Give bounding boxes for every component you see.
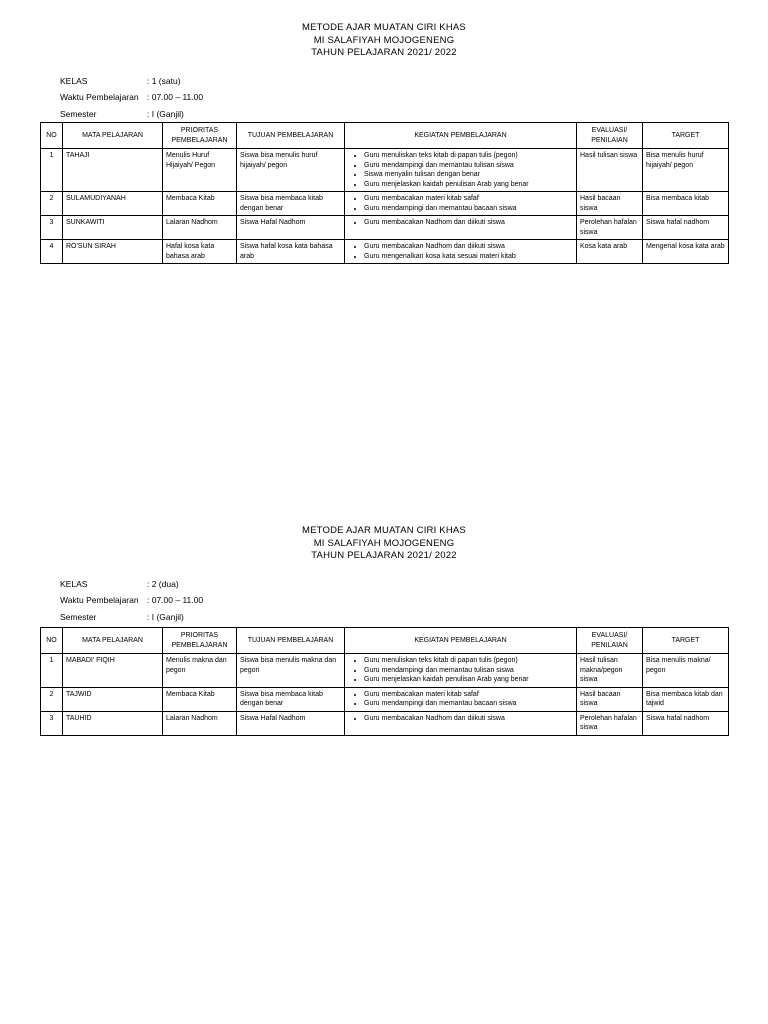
title-line: MI SALAFIYAH MOJOGENENG — [313, 537, 455, 549]
info-row — [60, 73, 768, 90]
info-row — [60, 106, 768, 123]
info-value: : I (Ganjil) — [147, 611, 184, 622]
activity-item: • Guru membacakan materi kitab safaf — [364, 194, 573, 204]
target-cell: Bisa membaca kitab — [643, 192, 729, 216]
row-number: 3 — [41, 711, 63, 735]
goal-cell: Siswa bisa menulis huruf hijaiyah/ pegon — [237, 149, 345, 192]
evaluation-cell: Perolehan hafalan siswa — [577, 711, 643, 735]
info-label: Semester — [60, 611, 97, 622]
table-row — [41, 216, 729, 240]
table-header-row — [41, 123, 729, 149]
evaluation-cell: Hasil bacaan siswa — [577, 687, 643, 711]
header-no: NO — [41, 628, 63, 654]
activity-item: • Guru mendampingi dan memantau bacaan siswa — [364, 699, 573, 709]
activity-list — [348, 690, 573, 709]
row-number: 1 — [41, 149, 63, 192]
table-row — [41, 654, 729, 688]
info-row — [60, 592, 768, 609]
info-label: Semester — [60, 108, 97, 119]
target-cell: Bisa menulis huruf hijaiyah/ pegon — [643, 149, 729, 192]
activity-item: • Guru menjelaskan kaidah penulisan Arab yang benar — [364, 180, 573, 190]
lesson-plan-class-1 — [0, 22, 768, 260]
target-cell: Siswa hafal nadhom — [643, 711, 729, 735]
info-value: : 07.00 – 11.00 — [147, 92, 204, 102]
activity-item: • Guru mengenalkan kosa kata sesuai materi kitab — [364, 252, 573, 262]
evaluation-cell: Kosa kata arab — [577, 240, 643, 264]
priority-cell: Lalaran Nadhom — [163, 711, 237, 735]
priority-cell: Hafal kosa kata bahasa arab — [163, 240, 237, 264]
priority-cell: Membaca Kitab — [163, 687, 237, 711]
subject-cell: SUNKAWITI — [63, 216, 163, 240]
evaluation-cell: Perolehan hafalan siswa — [577, 216, 643, 240]
evaluation-cell: Hasil tulisan siswa — [577, 149, 643, 192]
subject-cell: TAUHID — [63, 711, 163, 735]
activity-item: • Guru mendampingi dan memantau bacaan siswa — [364, 204, 573, 214]
lesson-plan-table — [40, 122, 729, 264]
activity-list — [348, 151, 573, 189]
info-row — [60, 576, 768, 593]
info-label: KELAS — [60, 578, 88, 589]
activity-item: • Guru menjelaskan kaidah penulisan Arab yang benar — [364, 675, 573, 685]
priority-cell: Membaca Kitab — [163, 192, 237, 216]
target-cell: Bisa menulis makna/ pegon — [643, 654, 729, 688]
target-cell: Mengenal kosa kata arab — [643, 240, 729, 264]
activity-item: • Guru menuliskan teks kitab di papan tulis (pegon) — [364, 151, 573, 161]
info-value: : 1 (satu) — [147, 75, 181, 86]
document-title — [0, 22, 768, 60]
table-row — [41, 192, 729, 216]
info-value: : I (Ganjil) — [147, 108, 184, 119]
activity-item: • Guru menuliskan teks kitab di papan tulis (pegon) — [364, 656, 573, 666]
title-line: METODE AJAR MUATAN CIRI KHAS — [302, 525, 466, 536]
document-title — [0, 525, 768, 563]
header-evaluation: EVALUASI/ PENILAIAN — [577, 123, 643, 149]
priority-cell: Lalaran Nadhom — [163, 216, 237, 240]
target-cell: Siswa hafal nadhom — [643, 216, 729, 240]
header-no: NO — [41, 123, 63, 149]
activity-cell — [345, 687, 577, 711]
goal-cell: Siswa bisa menulis makna dan pegon — [237, 654, 345, 688]
activity-cell — [345, 654, 577, 688]
title-line: MI SALAFIYAH MOJOGENENG — [313, 34, 455, 46]
activity-cell — [345, 149, 577, 192]
row-number: 1 — [41, 654, 63, 688]
title-line: TAHUN PELAJARAN 2021/ 2022 — [311, 47, 457, 58]
header-subject: MATA PELAJARAN — [63, 628, 163, 654]
table-row — [41, 711, 729, 735]
lesson-plan-table — [40, 627, 729, 736]
activity-item: • Guru membacakan materi kitab safaf — [364, 690, 573, 700]
activity-cell — [345, 192, 577, 216]
goal-cell: Siswa Hafal Nadhom — [237, 216, 345, 240]
priority-cell: Menulis makna dan pegon — [163, 654, 237, 688]
header-activity: KEGIATAN PEMBELAJARAN — [345, 123, 577, 149]
activity-list — [348, 218, 573, 228]
header-subject: MATA PELAJARAN — [63, 123, 163, 149]
subject-cell: TAHAJI — [63, 149, 163, 192]
activity-item: • Guru membacakan Nadhom dan diikuti siswa — [364, 714, 573, 724]
subject-cell: TAJWID — [63, 687, 163, 711]
activity-list — [348, 194, 573, 213]
info-row — [60, 89, 768, 106]
info-row — [60, 609, 768, 626]
header-goal: TUJUAN PEMBELAJARAN — [237, 628, 345, 654]
activity-list — [348, 714, 573, 724]
activity-item: • Guru mendampingi dan memantau tulisan siswa — [364, 161, 573, 171]
activity-cell — [345, 216, 577, 240]
title-line: METODE AJAR MUATAN CIRI KHAS — [302, 22, 466, 33]
row-number: 4 — [41, 240, 63, 264]
class-info — [60, 73, 768, 123]
info-value: : 07.00 – 11.00 — [147, 595, 204, 605]
table-row — [41, 687, 729, 711]
priority-cell: Menulis Huruf Hijaiyah/ Pegon — [163, 149, 237, 192]
evaluation-cell: Hasil tulisan makna/pegon siswa — [577, 654, 643, 688]
lesson-plan-class-2 — [0, 525, 768, 731]
header-goal: TUJUAN PEMBELAJARAN — [237, 123, 345, 149]
header-evaluation: EVALUASI/ PENILAIAN — [577, 628, 643, 654]
row-number: 3 — [41, 216, 63, 240]
subject-cell: RO'SUN SIRAH — [63, 240, 163, 264]
activity-item: • Guru membacakan Nadhom dan diikuti siswa — [364, 242, 573, 252]
activity-list — [348, 242, 573, 261]
activity-item: • Guru mendampingi dan memantau tulisan siswa — [364, 666, 573, 676]
activity-cell — [345, 711, 577, 735]
info-label: Waktu Pembelajaran — [60, 595, 139, 605]
header-priority: PRIORITAS PEMBELAJARAN — [163, 123, 237, 149]
evaluation-cell: Hasil bacaan siswa — [577, 192, 643, 216]
row-number: 2 — [41, 192, 63, 216]
header-activity: KEGIATAN PEMBELAJARAN — [345, 628, 577, 654]
activity-item: • Siswa menyalin tulisan dengan benar — [364, 170, 573, 180]
subject-cell: MABADI' FIQIH — [63, 654, 163, 688]
goal-cell: Siswa hafal kosa kata bahasa arab — [237, 240, 345, 264]
table-row — [41, 240, 729, 264]
header-target: TARGET — [643, 628, 729, 654]
target-cell: Bisa membaca kitab dan tajwid — [643, 687, 729, 711]
header-priority: PRIORITAS PEMBELAJARAN — [163, 628, 237, 654]
row-number: 2 — [41, 687, 63, 711]
goal-cell: Siswa Hafal Nadhom — [237, 711, 345, 735]
table-header-row — [41, 628, 729, 654]
subject-cell: SULAMUDIYANAH — [63, 192, 163, 216]
table-row — [41, 149, 729, 192]
info-label: KELAS — [60, 75, 88, 86]
activity-list — [348, 656, 573, 685]
goal-cell: Siswa bisa membaca kitab dengan benar — [237, 192, 345, 216]
title-line: TAHUN PELAJARAN 2021/ 2022 — [311, 550, 457, 561]
activity-cell — [345, 240, 577, 264]
activity-item: • Guru membacakan Nadhom dan diikuti siswa — [364, 218, 573, 228]
info-value: : 2 (dua) — [147, 578, 179, 589]
goal-cell: Siswa bisa membaca kitab dengan benar — [237, 687, 345, 711]
header-target: TARGET — [643, 123, 729, 149]
class-info — [60, 576, 768, 626]
info-label: Waktu Pembelajaran — [60, 92, 139, 102]
